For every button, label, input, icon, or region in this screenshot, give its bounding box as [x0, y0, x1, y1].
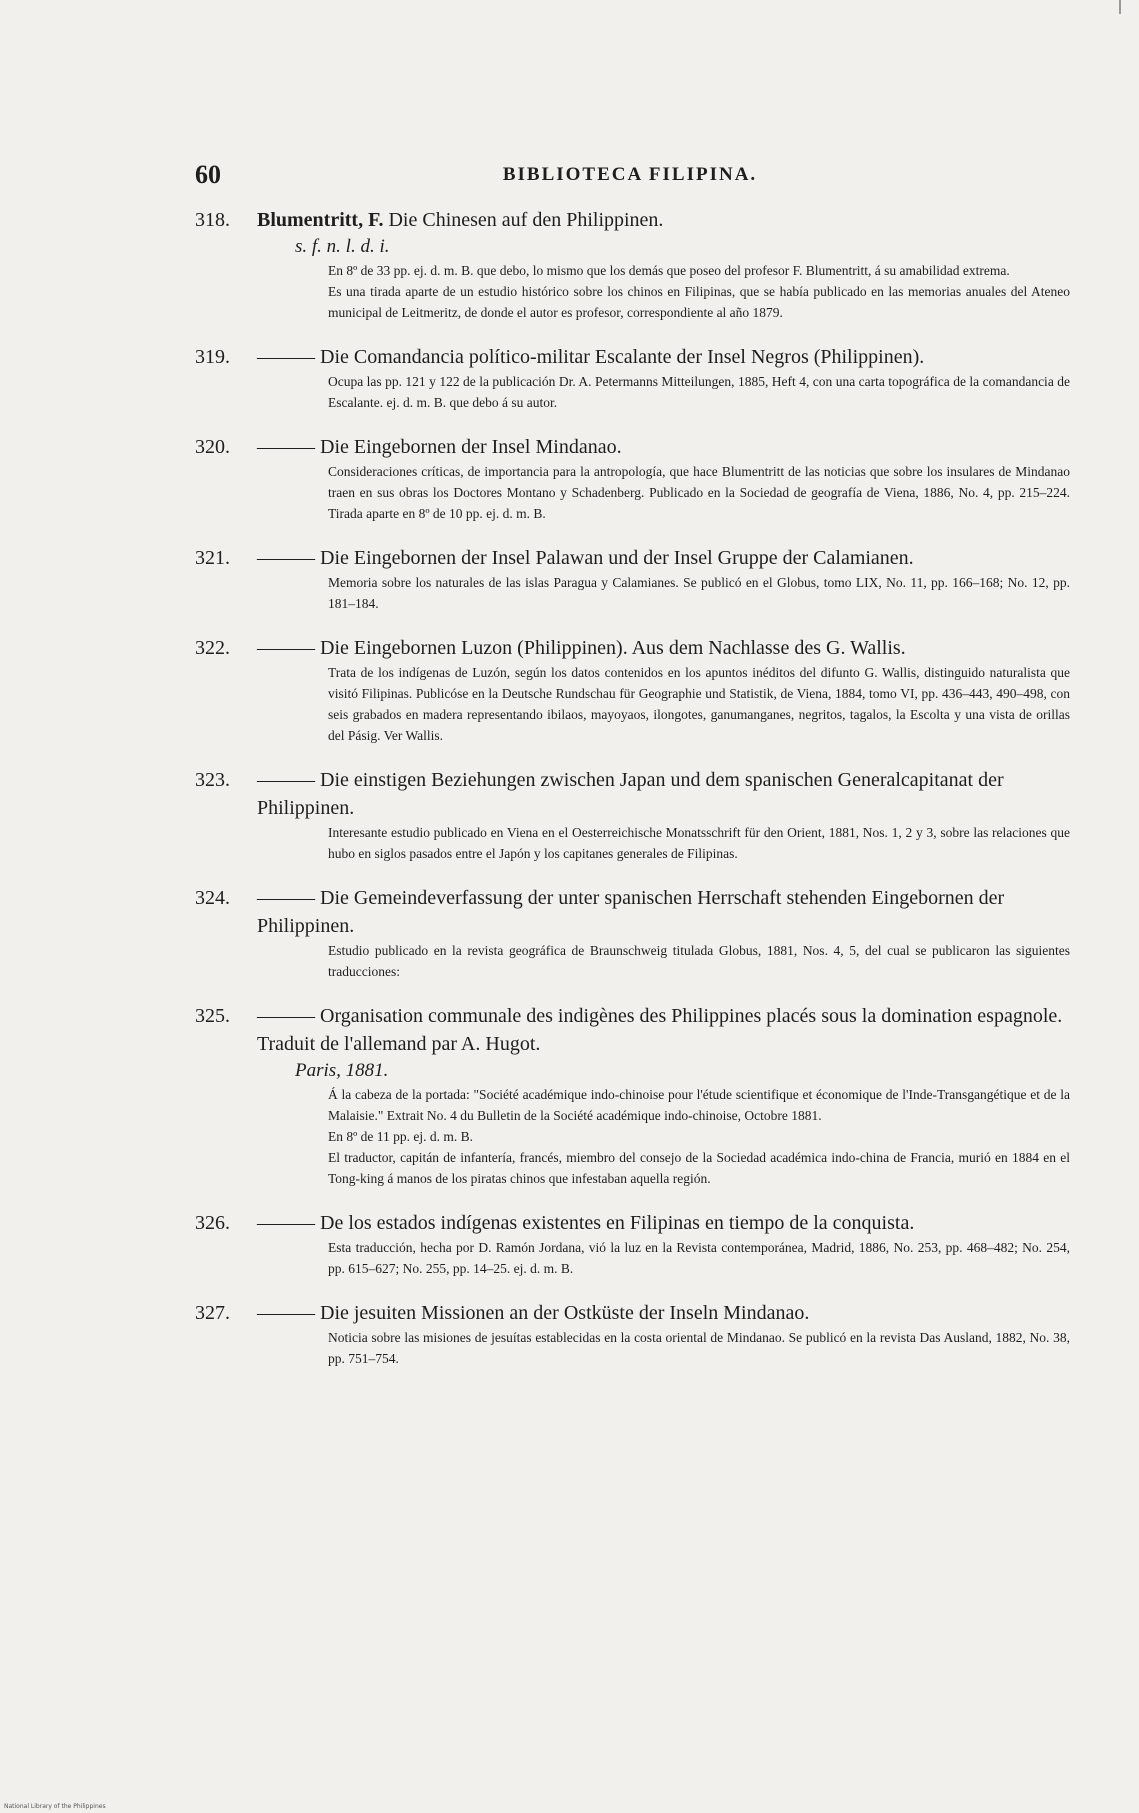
entry-title: Die Eingebornen Luzon (Philippinen). Aus dem Nachlasse des G. Wallis.: [320, 637, 906, 659]
entry-title-wrap: [257, 1002, 1070, 1058]
running-title: BIBLIOTECA FILIPINA.: [502, 164, 758, 185]
note-paragraph: Es una tirada aparte de un estudio histórico sobre los chinos en Filipinas, que se había publicado en las memorias anuales del Ateneo municipal de Leitmeritz, de donde el autor es profesor, correspondiente al año 1879.: [328, 284, 1070, 320]
entry-number: 323.: [195, 769, 230, 791]
entry-ditto-dash: ———: [257, 346, 314, 368]
bibliography-entry: [195, 884, 1070, 982]
bibliography-entry: [195, 433, 1070, 524]
entry-imprint: Paris, 1881.: [295, 1060, 389, 1081]
bibliography-entry: [195, 1299, 1070, 1369]
entry-note: [328, 1084, 1070, 1189]
bibliography-entry: [195, 766, 1070, 864]
note-paragraph: Interesante estudio publicado en Viena en el Oesterreichische Monatsschrift für den Orient, 1881, Nos. 1, 2 y 3, sobre las relaciones que hubo en siglos pasados entre el Japón y los capitanes generales de Filipinas.: [328, 825, 1070, 861]
entry-ditto-dash: ———: [257, 1005, 314, 1027]
entry-number: 318.: [195, 209, 230, 231]
note-paragraph: Consideraciones críticas, de importancia para la antropología, que hace Blumentritt de las noticias que sobre los insulares de Mindanao traen en sus obras los Doctores Montano y Schadenberg. Publicado en la Sociedad de geografía de Viena, 1886, No. 4, pp. 215–224. Tirada aparte en 8º de 10 pp. ej. d. m. B.: [328, 464, 1070, 521]
bibliography-entry: [195, 1209, 1070, 1279]
entry-heading: [195, 343, 1070, 371]
entry-title: De los estados indígenas existentes en Filipinas en tiempo de la conquista.: [320, 1212, 915, 1234]
note-paragraph: Estudio publicado en la revista geográfica de Braunschweig titulada Globus, 1881, Nos. 4, 5, del cual se publicaron las siguientes traducciones:: [328, 943, 1070, 979]
bibliography-entries: [195, 206, 1070, 1389]
note-paragraph: El traductor, capitán de infantería, francés, miembro del consejo de la Sociedad académica indo-china de Francia, murió en 1884 en el Tong-king á manos de los piratas chinos que infestaban aquella región.: [328, 1150, 1070, 1186]
entry-number: 319.: [195, 346, 230, 368]
entry-title: Die einstigen Beziehungen zwischen Japan und dem spanischen Generalcapitanat der Philippinen.: [257, 769, 1004, 819]
entry-number: 322.: [195, 637, 230, 659]
entry-heading: [195, 1002, 1070, 1058]
entry-number: 320.: [195, 436, 230, 458]
note-paragraph: Noticia sobre las misiones de jesuítas establecidas en la costa oriental de Mindanao. Se publicó en la revista Das Ausland, 1882, No. 38, pp. 751–754.: [328, 1330, 1070, 1366]
footer-mark: National Library of the Philippines: [4, 1803, 106, 1810]
entry-title-wrap: [257, 884, 1070, 940]
entry-number: 326.: [195, 1212, 230, 1234]
entry-ditto-dash: ———: [257, 547, 314, 569]
entry-title: Die Eingebornen der Insel Palawan und der Insel Gruppe der Calamianen.: [320, 547, 914, 569]
entry-note: [328, 371, 1070, 413]
entry-title-wrap: [257, 766, 1070, 822]
entry-title-wrap: [257, 433, 1070, 461]
entry-heading: [195, 1209, 1070, 1237]
page-edge-mark: [1119, 0, 1121, 14]
entry-note: [328, 822, 1070, 864]
entry-note: [328, 572, 1070, 614]
entry-number: 327.: [195, 1302, 230, 1324]
entry-ditto-dash: ———: [257, 887, 314, 909]
entry-heading: [195, 206, 1070, 234]
entry-title-wrap: [257, 206, 1070, 234]
entry-ditto-dash: ———: [257, 769, 314, 791]
note-paragraph: Á la cabeza de la portada: "Société académique indo-chinoise pour l'étude scientifique et économique de l'Inde-Transgangétique et de la Malaisie." Extrait No. 4 du Bulletin de la Société académique indo-chinoise, Octobre 1881.: [328, 1087, 1070, 1123]
entry-note: [328, 662, 1070, 746]
entry-imprint: s. f. n. l. d. i.: [295, 236, 390, 257]
entry-number: 321.: [195, 547, 230, 569]
entry-ditto-dash: ———: [257, 436, 314, 458]
entry-title-wrap: [257, 634, 1070, 662]
note-paragraph: En 8º de 11 pp. ej. d. m. B.: [328, 1129, 474, 1144]
entry-heading: [195, 766, 1070, 822]
entry-number: 325.: [195, 1005, 230, 1027]
entry-note: [328, 260, 1070, 323]
entry-author: Blumentritt, F.: [257, 209, 384, 231]
entry-title: Die Eingebornen der Insel Mindanao.: [320, 436, 622, 458]
note-paragraph: Memoria sobre los naturales de las islas Paragua y Calamianes. Se publicó en el Globus, tomo LIX, No. 11, pp. 166–168; No. 12, pp. 181–184.: [328, 575, 1070, 611]
entry-title-wrap: [257, 1299, 1070, 1327]
entry-note: [328, 1327, 1070, 1369]
entry-heading: [195, 433, 1070, 461]
entry-note: [328, 940, 1070, 982]
entry-heading: [195, 634, 1070, 662]
entry-number: 324.: [195, 887, 230, 909]
bibliography-entry: [195, 1002, 1070, 1189]
bibliography-entry: [195, 544, 1070, 614]
bibliography-entry: [195, 206, 1070, 323]
entry-title-wrap: [257, 1209, 1070, 1237]
entry-title: Die Gemeindeverfassung der unter spanischen Herrschaft stehenden Eingebornen der Philippinen.: [257, 887, 1005, 937]
note-paragraph: Trata de los indígenas de Luzón, según los datos contenidos en los apuntos inéditos del difunto G. Wallis, distinguido naturalista que visitó Filipinas. Publicóse en la Deutsche Rundschau für Geographie und Statistik, de Viena, 1884, tomo VI, pp. 436–443, 490–498, con seis grabados en madera representando ibilaos, mayoyaos, ilongotes, ganumanganes, negritos, tagalos, la Escolta y una vista de orillas del Pásig. Ver Wallis.: [328, 665, 1070, 743]
note-paragraph: En 8º de 33 pp. ej. d. m. B. que debo, lo mismo que los demás que poseo del profesor F. Blumentritt, á su amabilidad extrema.: [328, 263, 1010, 278]
entry-title: Die Chinesen auf den Philippinen.: [388, 209, 664, 231]
entry-title: Die Comandancia político-militar Escalante der Insel Negros (Philippinen).: [320, 346, 925, 368]
entry-note: [328, 461, 1070, 524]
entry-ditto-dash: ———: [257, 1302, 314, 1324]
entry-ditto-dash: ———: [257, 1212, 314, 1234]
entry-heading: [195, 884, 1070, 940]
page-number: 60: [195, 160, 221, 189]
entry-heading: [195, 544, 1070, 572]
note-paragraph: Ocupa las pp. 121 y 122 de la publicación Dr. A. Petermanns Mitteilungen, 1885, Heft 4, con una carta topográfica de la comandancia de Escalante. ej. d. m. B. que debo á su autor.: [328, 374, 1070, 410]
entry-title: Die jesuiten Missionen an der Ostküste der Inseln Mindanao.: [320, 1302, 810, 1324]
note-paragraph: Esta traducción, hecha por D. Ramón Jordana, vió la luz en la Revista contemporánea, Madrid, 1886, No. 253, pp. 468–482; No. 254, pp. 615–627; No. 255, pp. 14–25. ej. d. m. B.: [328, 1240, 1070, 1276]
entry-title: Organisation communale des indigènes des Philippines placés sous la domination espagnole. Traduit de l'allemand par A. Hugot.: [257, 1005, 1063, 1055]
bibliography-entry: [195, 343, 1070, 413]
entry-title-wrap: [257, 544, 1070, 572]
entry-heading: [195, 1299, 1070, 1327]
page-header: [195, 160, 1065, 200]
entry-title-wrap: [257, 343, 1070, 371]
bibliography-entry: [195, 634, 1070, 746]
entry-ditto-dash: ———: [257, 637, 314, 659]
entry-note: [328, 1237, 1070, 1279]
